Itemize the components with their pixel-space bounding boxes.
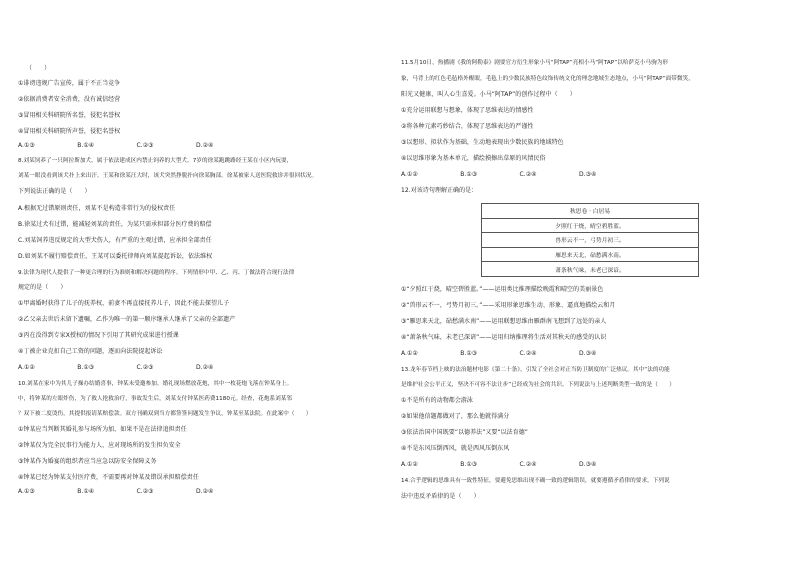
option-line: ④“萧条秋气味，未老已深谙”——运用归纳推理将生活对其秋天的感受的认识 — [401, 334, 607, 341]
question-9-stem: 9.法律为现代人提供了一种更合理的行为准则和解决问题的程序。下列情形中甲、乙、丙、丁做法符合现行法律 — [18, 270, 295, 276]
question-10-stem: 10.刘某在家中为其儿子操办结婚喜事，钟某未受邀参加。婚礼现场燃放花炮，其中一枚花炮飞落在钟某身上。 — [18, 381, 293, 387]
answer-choices: A.①③ B.①④ C.②③ D.②④ — [18, 488, 214, 495]
poem-line: 雁思来天北，砧愁满水南。 — [482, 247, 699, 262]
question-11-stem: 象，马背上的红色毛毡格外醒眼，毛毡上的少数民族特色纹饰传统文化的理念地域生态地点，小马“阿TAP”面带微笑， — [401, 76, 694, 82]
option-line: ①充分运用联想与想象，体现了思维表达的情感性 — [401, 107, 534, 114]
question-13-stem: 13.龙年春节档上映的法治题材电影《第二十条》，引发了全社会对正当防卫制度的广泛热议。其中“法的功能 — [401, 367, 670, 373]
question-14-prompt: 法中违反矛盾律的是（ ） — [401, 493, 480, 500]
question-14-stem: 14.合乎逻辑的思维具有一致性特征，要避免思维出现不确一致的逻辑错误，就要遵循矛盾律的要求。下列说 — [401, 478, 670, 484]
answer-choices: A.①③ B.①④ C.②③ D.②④ — [18, 142, 214, 149]
option-line: ②将各种元素巧妙结合，体现了思维表达的严谨性 — [401, 123, 534, 130]
question-13-stem: 是维护社会公平正义，坚决不可容不法让步”已经成为社会的共识。下列说法与上述判断类型一致的是（ ） — [401, 382, 675, 388]
answer-choices: A.①② B.①③ C.②④ D.③④ — [401, 350, 597, 357]
poem-line: 萧条秋气味，未老已深谙。 — [482, 262, 699, 277]
option-line: ①钟某应当判断其婚礼参与场所为加，如果不是在法律追担责任 — [18, 426, 187, 433]
option-line: ②依据消费者安全消费，没有诚信经营 — [18, 96, 121, 103]
option-line: ③丙在没得到专家X授权的情况下引用了其研究成果进行授课 — [18, 332, 179, 339]
question-8-stem: 8.刘某饲养了一只阿拉斯加犬，属于依法建成区内禁止饲养的大型犬。7岁的徐某跑跳路经王某在小区内玩耍， — [18, 158, 293, 164]
option-line: ③冒用相关科研院所名誉，侵犯名誉权 — [18, 112, 121, 119]
option-line: ③以想形、拟状作为基础，生动地表现出少数民族的地域特色 — [401, 139, 564, 146]
answer-choices: A.①② B.①③ C.②③ D.②④ — [18, 364, 214, 371]
option-line: ②乙父亲去世后未留下遗嘱，乙作为唯一的第一顺序继承人继承了父亲的全部遗产 — [18, 316, 236, 323]
poem-table — [481, 203, 699, 277]
question-10-stem: ？双下被二度烫伤，其提供报请某赔偿款。双方刊确双到当方都签签问题发生争议，钟某至某法院。在此案中（ ） — [18, 411, 312, 417]
option-line: ①诽谤违规广告宣传，属于不正当竞争 — [18, 80, 121, 87]
option-line: B.徐某过犬有过错，能减轻刘某的责任，为某只需承担部分医疗费的赔偿 — [18, 221, 212, 228]
option-line: ①“夕照红于烧，晴空碧胜蓝。”——运用类比推理描绘晚霞和晴空的美丽景色 — [401, 286, 604, 293]
question-11-stem: 阳光又健康，叫人心生喜爱。小马“阿TAP”的创作过程中（ ） — [401, 91, 576, 98]
question-9-prompt: 规定的是（ ） — [18, 284, 67, 291]
option-line: ③钟某作为婚宴的组织者应当应急以防安全保障义务 — [18, 458, 157, 465]
poem-title: 秋思卷 · 白居易 — [482, 204, 699, 219]
option-line: A.根据无过错原则责任，刘某不是构造非常行为的侵权责任 — [18, 205, 176, 212]
option-line: ②如果他信题都做对了，那么他就得满分 — [401, 413, 510, 420]
option-line: ②钟某仅为完全民事行为能力人，应对现场所的发生担负安全 — [18, 442, 181, 449]
answer-choices: A.①② B.①③ C.②④ D.③④ — [401, 461, 597, 468]
option-line: ④以思维形象为基本单元，描绘摸擦出草原的风情民俗 — [401, 155, 546, 162]
poem-line: 夕照红于烧，晴空碧胜蓝。 — [482, 218, 699, 233]
option-line: ②“兽形云不一，弓势月初三。”——采用形象思维生动、形象、逼真地描绘云和月 — [401, 302, 616, 309]
option-line: D.如刘某不履行赔偿责任，王某可以委托律师向刘某提起诉讼，依法维权 — [18, 253, 213, 260]
option-line: ④冒用相关科研院所声誉，侵犯名誉权 — [18, 128, 121, 135]
option-line: ③“雁思来天北，砧愁满水南”——运用联想思维由雁群南飞想到了远处的亲人 — [401, 318, 607, 325]
option-line: ③依法治国中国既要“以德养法”又要“以法育德” — [401, 429, 528, 436]
poem-line: 兽形云不一，弓势月初三。 — [482, 233, 699, 248]
left-column — [18, 0, 386, 562]
option-line: ①不是所有的动物都会游泳 — [401, 397, 473, 404]
option-line: ④钟某已经为钟某支付医疗费，不需要再对钟某及错误承担赔偿责任 — [18, 474, 199, 481]
question-10-stem: 中，将钟某的左眼炸伤，为了救人抢救治疗，事故发生后，刘某支付钟某医药费1180元。经查，花炮系刘某邻 — [18, 396, 293, 402]
option-line: ④不是东风压倒西风，就是西风压倒东风 — [401, 445, 510, 452]
right-column — [401, 0, 769, 562]
question-8-prompt: 下列说法正确的是（ ） — [18, 188, 91, 195]
answer-choices: A.①② B.①③ C.②④ D.③④ — [401, 171, 597, 178]
question-tail-stem: （ ） — [26, 65, 51, 72]
question-8-stem: 刘某一眼没看到该犬扑上来出汗。王某和徐某汪大时，该犬突然挣脱扑向徐某胸部。徐某被家人送医院救诊并很回状况。 — [18, 173, 318, 179]
option-line: C.刘某饲养违反规定的大型犬伤人，有严重的主观过错，应承担全部责任 — [18, 237, 212, 244]
option-line: ①甲离婚时获得了儿子的抚养权，前妻不再直接抚养儿子，因此不能去探望儿子 — [18, 300, 230, 307]
question-11-stem: 11.5月10日，热播剧《我的阿勒泰》剧要官方衍生形象小马“阿TAP”亮相小马“阿TAP”以哈萨克小马驹为形 — [401, 60, 668, 66]
option-line: ④丁被企业克扣自己工资的问题，逐而向法院提起诉讼 — [18, 348, 163, 355]
question-12-stem: 12.对该诗句理解正确的是： — [401, 187, 478, 194]
